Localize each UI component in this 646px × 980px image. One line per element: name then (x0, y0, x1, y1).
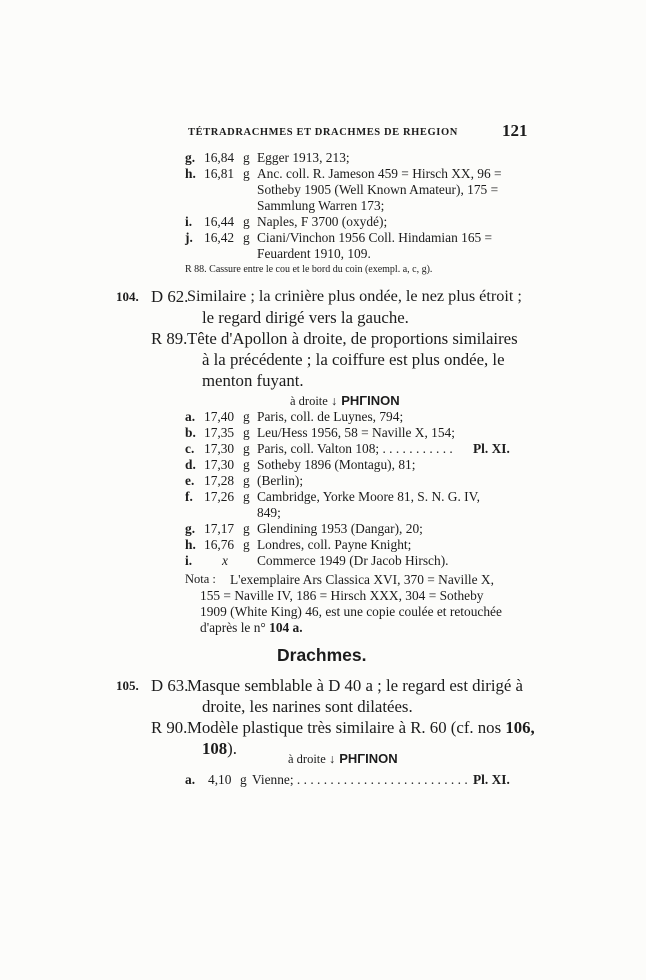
entry-text: Sotheby 1905 (Well Known Amateur), 175 = (257, 182, 499, 197)
entry-unit: g (243, 489, 250, 504)
entry-text: Feuardent 1910, 109. (257, 246, 371, 261)
entry-text: Naples, F 3700 (oxydé); (257, 214, 388, 229)
entry-unit: g (243, 537, 250, 552)
entry-text: Londres, coll. Payne Knight; (257, 537, 412, 552)
obverse-label: D 62. (151, 287, 189, 306)
list-item (0, 489, 646, 504)
entry-weight: 17,17 (204, 521, 235, 536)
entry-weight: 17,40 (204, 409, 235, 424)
entry-text: Ciani/Vinchon 1956 Coll. Hindamian 165 = (257, 230, 493, 245)
entry-text: Commerce 1949 (Dr Jacob Hirsch). (257, 553, 449, 568)
plate-reference: Pl. XI. (473, 772, 510, 787)
list-item (0, 772, 646, 787)
list-item (0, 441, 646, 456)
list-item-continuation (0, 182, 646, 197)
entry-unit: g (240, 772, 247, 787)
reverse-label: R 90. (151, 718, 188, 737)
list-item (0, 425, 646, 440)
entry-weight: 16,76 (204, 537, 235, 552)
list-item-continuation (0, 246, 646, 261)
entry-number: 104. (116, 289, 139, 304)
entry-text: Glendining 1953 (Dangar), 20; (257, 521, 423, 536)
entry-unit: g (243, 214, 250, 229)
entry-text: Sammlung Warren 173; (257, 198, 385, 213)
nota-line: 1909 (White King) 46, est une copie coulée et retouchée (200, 604, 502, 619)
reverse-description-cont: à la précédente ; la coiffure est plus ondée, le (202, 350, 505, 369)
obverse-description-cont: droite, les narines sont dilatées. (202, 697, 413, 716)
list-item (0, 553, 646, 568)
legend (288, 750, 398, 768)
entry-unit: g (243, 230, 250, 245)
entry-text: Leu/Hess 1956, 58 = Naville X, 154; (257, 425, 455, 440)
entry-text: Sotheby 1896 (Montagu), 81; (257, 457, 416, 472)
entry-letter: b. (185, 425, 196, 440)
list-item (0, 457, 646, 472)
obverse-description-cont: le regard dirigé vers la gauche. (202, 308, 409, 327)
entry-letter: g. (185, 521, 196, 536)
list-item (0, 214, 646, 229)
entry-text: Paris, coll. Valton 108; . . . . . . . . . . . (257, 441, 453, 456)
reverse-label: R 89. (151, 329, 188, 348)
entry-letter: c. (185, 441, 195, 456)
entry-text: Vienne; . . . . . . . . . . . . . . . . . . . . . . . . . . (252, 772, 468, 787)
entry-letter: h. (185, 166, 196, 181)
entry-weight: x (222, 553, 228, 568)
reverse-description: Tête d'Apollon à droite, de proportions similaires (187, 329, 518, 348)
entry-letter: e. (185, 473, 195, 488)
list-item (0, 473, 646, 488)
list-item (0, 521, 646, 536)
entry-text: Paris, coll. de Luynes, 794; (257, 409, 404, 424)
reverse-text: ). (227, 739, 237, 758)
entry-unit: g (243, 150, 250, 165)
list-item (0, 166, 646, 181)
legend (290, 392, 400, 410)
entry-text: Cambridge, Yorke Moore 81, S. N. G. IV, (257, 489, 480, 504)
entry-text: (Berlin); (257, 473, 304, 488)
entry-weight: 16,81 (204, 166, 235, 181)
entry-weight: 16,84 (204, 150, 235, 165)
entry-unit: g (243, 473, 250, 488)
legend-prefix: à droite ↓ (290, 394, 338, 408)
entry-letter: g. (185, 150, 196, 165)
entry-unit: g (243, 409, 250, 424)
entry-letter: a. (185, 409, 196, 424)
entry-unit: g (243, 521, 250, 536)
reverse-description-cont: menton fuyant. (202, 371, 304, 390)
entry-text: Anc. coll. R. Jameson 459 = Hirsch XX, 96 = (257, 166, 502, 181)
legend-text: PHΓIΝΟΝ (339, 751, 398, 766)
obverse-label: D 63. (151, 676, 189, 695)
entry-weight: 17,28 (204, 473, 235, 488)
nota-line (200, 620, 303, 635)
entry-letter: j. (185, 230, 193, 245)
list-item (0, 150, 646, 165)
note-r88: R 88. Cassure entre le cou et le bord du coin (exempl. a, c, g). (185, 264, 433, 275)
list-item (0, 409, 646, 424)
page-number: 121 (502, 121, 528, 140)
running-title: TÉTRADRACHMES ET DRACHMES DE RHEGION (188, 127, 458, 138)
entry-unit: g (243, 166, 250, 181)
section-title: Drachmes. (277, 645, 367, 665)
obverse-description: Masque semblable à D 40 a ; le regard est dirigé à (187, 676, 523, 695)
nota-line: L'exemplaire Ars Classica XVI, 370 = Naville X, (230, 572, 494, 587)
entry-letter: h. (185, 537, 196, 552)
entry-text: 849; (257, 505, 281, 520)
reverse-description (187, 717, 535, 738)
entry-letter: a. (185, 772, 196, 787)
entry-text: Egger 1913, 213; (257, 150, 350, 165)
list-item-continuation (0, 198, 646, 213)
entry-number: 105. (116, 678, 139, 693)
entry-letter: d. (185, 457, 196, 472)
entry-unit: g (243, 441, 250, 456)
plate-reference: Pl. XI. (473, 441, 510, 456)
entry-weight: 16,42 (204, 230, 235, 245)
reverse-text: Modèle plastique très similaire à R. 60 (cf. nos (187, 718, 506, 737)
entry-weight: 17,35 (204, 425, 235, 440)
entry-letter: f. (185, 489, 193, 504)
list-item (0, 537, 646, 552)
nota-line: 155 = Naville IV, 186 = Hirsch XXX, 304 = Sotheby (200, 588, 484, 603)
entry-unit: g (243, 457, 250, 472)
entry-weight: 17,26 (204, 489, 235, 504)
entry-letter: i. (185, 214, 193, 229)
entry-weight: 16,44 (204, 214, 235, 229)
nota-line-text: d'après le n° (200, 620, 270, 635)
obverse-description: Similaire ; la crinière plus ondée, le nez plus étroit ; (187, 287, 522, 305)
entry-weight: 17,30 (204, 441, 235, 456)
entry-unit: g (243, 425, 250, 440)
legend-text: PHΓIΝΟΝ (341, 393, 400, 408)
cross-reference: 106, (505, 718, 535, 737)
entry-weight: 4,10 (208, 772, 232, 787)
legend-prefix: à droite ↓ (288, 752, 336, 766)
entry-weight: 17,30 (204, 457, 235, 472)
list-item-continuation (0, 505, 646, 520)
nota-reference: 104 a. (269, 620, 303, 635)
entry-letter: i. (185, 553, 193, 568)
list-item (0, 230, 646, 245)
nota-label: Nota : (185, 572, 216, 586)
reverse-description-cont (202, 738, 237, 759)
cross-reference: 108 (202, 739, 228, 758)
